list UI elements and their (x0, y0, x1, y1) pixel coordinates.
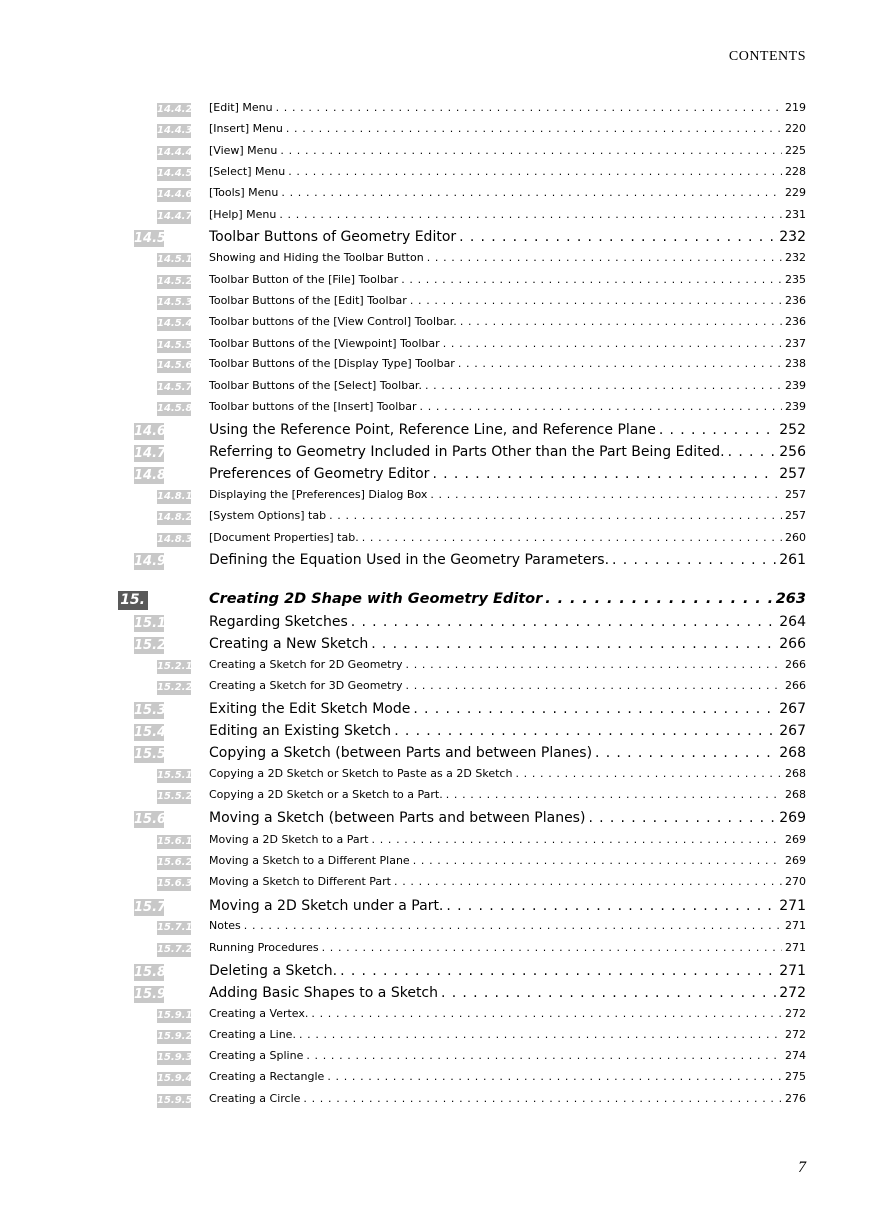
section-title: Creating a Sketch for 2D Geometry (209, 658, 403, 671)
section-title: Using the Reference Point, Reference Line, and Reference Plane (209, 422, 656, 438)
section-number: 14.7 (134, 446, 167, 461)
page-ref: 276 (785, 1092, 806, 1105)
section-number: 15. (118, 591, 148, 610)
dot-leader (545, 591, 772, 607)
section-number: 15.6.1 (157, 836, 193, 847)
toc-entry[interactable] (0, 315, 869, 335)
section-title: Showing and Hiding the Toolbar Button (209, 251, 424, 264)
toc-entry[interactable] (0, 899, 869, 919)
toc-entry[interactable] (0, 509, 869, 529)
toc-line (209, 165, 806, 178)
section-title: [View] Menu (209, 144, 278, 157)
toc-entry[interactable] (0, 1070, 869, 1090)
dot-leader (322, 941, 782, 954)
toc-entry[interactable] (0, 724, 869, 744)
dot-leader (515, 767, 782, 780)
section-title: [Insert] Menu (209, 122, 283, 135)
section-title: Moving a Sketch (between Parts and between Planes) (209, 810, 586, 826)
section-number: 15.8 (134, 965, 167, 980)
section-title: Notes (209, 919, 241, 932)
toc-line (209, 875, 806, 888)
dot-leader (432, 466, 776, 482)
page-ref: 260 (785, 531, 806, 544)
dot-leader (425, 379, 782, 392)
toc-entry[interactable] (0, 679, 869, 699)
toc-entry[interactable] (0, 767, 869, 787)
section-title: Toolbar Button of the [File] Toolbar (209, 273, 399, 286)
section-number: 15.5 (134, 747, 167, 762)
section-title: [Tools] Menu (209, 186, 279, 199)
toc-entry[interactable] (0, 788, 869, 808)
toc-entry[interactable] (0, 811, 869, 831)
toc-entry[interactable] (0, 1007, 869, 1027)
dot-leader (279, 208, 782, 221)
page-ref: 272 (785, 1007, 806, 1020)
dot-leader (406, 679, 782, 692)
dot-leader (288, 165, 782, 178)
section-title: Toolbar Buttons of Geometry Editor (209, 229, 457, 245)
page-ref: 272 (785, 1028, 806, 1041)
section-number: 14.9 (134, 554, 167, 569)
section-title: Moving a 2D Sketch under a Part. (209, 898, 444, 914)
page-ref: 257 (785, 509, 806, 522)
toc-entry[interactable] (0, 208, 869, 228)
page-ref: 239 (785, 379, 806, 392)
section-title: [Select] Menu (209, 165, 286, 178)
section-number: 15.7 (134, 900, 167, 915)
section-title: Copying a 2D Sketch or Sketch to Paste as a 2D Sketch (209, 767, 513, 780)
dot-leader (280, 144, 782, 157)
section-title: Creating a Circle (209, 1092, 301, 1105)
toc-line (209, 273, 806, 286)
section-number: 14.5.6 (157, 360, 193, 371)
section-number: 14.5 (134, 231, 167, 246)
dot-leader (394, 875, 782, 888)
section-number: 15.2 (134, 638, 167, 653)
page-ref: 270 (785, 875, 806, 888)
dot-leader (459, 229, 776, 245)
toc-line (209, 658, 806, 671)
dot-leader (281, 186, 782, 199)
page-ref: 266 (785, 658, 806, 671)
section-title: [System Options] tab (209, 509, 327, 522)
toc-line (209, 854, 806, 867)
toc-line (209, 294, 806, 307)
section-number: 15.9.5 (157, 1095, 193, 1106)
section-title: Adding Basic Shapes to a Sketch (209, 985, 439, 1001)
page-ref: 237 (785, 337, 806, 350)
toc-line (209, 723, 806, 739)
page-ref: 225 (785, 144, 806, 157)
page-ref: 264 (779, 614, 806, 630)
page-ref: 257 (785, 488, 806, 501)
toc-line (209, 767, 806, 780)
section-title: Moving a Sketch to a Different Plane (209, 854, 410, 867)
page-ref: 266 (785, 679, 806, 692)
section-number: 14.5.7 (157, 382, 193, 393)
toc-line (209, 531, 806, 544)
page-ref: 268 (785, 788, 806, 801)
toc-line (209, 701, 806, 717)
dot-leader (306, 1049, 782, 1062)
section-title: Toolbar buttons of the [View Control] Toolbar. (209, 315, 457, 328)
toc-line (209, 509, 806, 522)
page-ref: 256 (779, 444, 806, 460)
section-number: 14.4.7 (157, 211, 193, 222)
toc-entry[interactable] (0, 746, 869, 766)
section-number: 14.5.5 (157, 340, 193, 351)
page-ref: 269 (779, 810, 806, 826)
page-ref: 271 (785, 919, 806, 932)
toc-entry[interactable] (0, 467, 869, 487)
section-title: Creating a Line. (209, 1028, 296, 1041)
dot-leader (460, 315, 782, 328)
section-title: Deleting a Sketch. (209, 963, 338, 979)
toc-line (209, 1092, 806, 1105)
section-title: Displaying the [Preferences] Dialog Box (209, 488, 428, 501)
toc-entry[interactable] (0, 357, 869, 377)
dot-leader (371, 636, 776, 652)
toc-line (209, 251, 806, 264)
page-ref: 269 (785, 833, 806, 846)
section-title: Creating a Vertex. (209, 1007, 309, 1020)
page-ref: 220 (785, 122, 806, 135)
page-ref: 236 (785, 294, 806, 307)
toc-entry[interactable] (0, 833, 869, 853)
section-number: 15.2.1 (157, 661, 193, 672)
toc-line (209, 1049, 806, 1062)
toc-entry[interactable] (0, 637, 869, 657)
dot-leader (362, 531, 782, 544)
dot-leader (458, 357, 782, 370)
section-number: 15.5.2 (157, 791, 193, 802)
section-number: 14.8.1 (157, 491, 193, 502)
section-title: Toolbar Buttons of the [Edit] Toolbar (209, 294, 407, 307)
section-title: Toolbar Buttons of the [Select] Toolbar. (209, 379, 422, 392)
section-number: 15.3 (134, 703, 167, 718)
page-ref: 269 (785, 854, 806, 867)
section-title: Referring to Geometry Included in Parts Other than the Part Being Edited. (209, 444, 725, 460)
page-ref: 228 (785, 165, 806, 178)
section-title: Exiting the Edit Sketch Mode (209, 701, 411, 717)
section-number: 14.4.4 (157, 147, 193, 158)
toc-entry[interactable] (0, 658, 869, 678)
section-number: 14.5.4 (157, 318, 193, 329)
page-ref: 272 (779, 985, 806, 1001)
dot-leader (659, 422, 776, 438)
toc-entry[interactable] (0, 400, 869, 420)
toc-line (209, 422, 806, 438)
toc-line (209, 1070, 806, 1083)
dot-leader (446, 788, 782, 801)
dot-leader (420, 400, 782, 413)
dot-leader (427, 251, 782, 264)
page-ref: 232 (785, 251, 806, 264)
page-ref: 268 (779, 745, 806, 761)
toc-entry[interactable] (0, 553, 869, 573)
page-ref: 271 (779, 898, 806, 914)
toc-line (209, 810, 806, 826)
toc-line (209, 186, 806, 199)
toc-entry[interactable] (0, 122, 869, 142)
toc-entry[interactable] (0, 986, 869, 1006)
section-title: Running Procedures (209, 941, 319, 954)
section-title: Creating 2D Shape with Geometry Editor (209, 591, 543, 607)
section-number: 14.4.5 (157, 168, 193, 179)
page-ref: 267 (779, 701, 806, 717)
toc-line (209, 788, 806, 801)
section-title: Defining the Equation Used in the Geometry Parameters. (209, 552, 610, 568)
section-number: 15.7.2 (157, 944, 193, 955)
page-ref: 231 (785, 208, 806, 221)
toc-entry[interactable] (0, 702, 869, 722)
section-title: Preferences of Geometry Editor (209, 466, 430, 482)
toc-entry[interactable] (0, 294, 869, 314)
toc-line (209, 941, 806, 954)
dot-leader (244, 919, 782, 932)
page-ref: 236 (785, 315, 806, 328)
toc-entry[interactable] (0, 165, 869, 185)
running-header: CONTENTS (728, 49, 806, 64)
section-number: 14.5.8 (157, 403, 193, 414)
dot-leader (303, 1092, 782, 1105)
page-ref: 219 (785, 101, 806, 114)
section-number: 15.9.2 (157, 1031, 193, 1042)
page-ref: 229 (785, 186, 806, 199)
section-number: 15.9.4 (157, 1073, 193, 1084)
toc-line (209, 745, 806, 761)
dot-leader (340, 963, 776, 979)
toc-entry[interactable] (0, 186, 869, 206)
toc-line (209, 636, 806, 652)
toc-entry[interactable] (0, 531, 869, 551)
page-ref: 235 (785, 273, 806, 286)
dot-leader (728, 444, 777, 460)
section-number: 15.9 (134, 987, 167, 1002)
dot-leader (351, 614, 777, 630)
section-title: Creating a Sketch for 3D Geometry (209, 679, 403, 692)
section-title: Copying a Sketch (between Parts and between Planes) (209, 745, 593, 761)
page-ref: 271 (779, 963, 806, 979)
page-ref: 239 (785, 400, 806, 413)
dot-leader (413, 701, 776, 717)
page-ref: 257 (779, 466, 806, 482)
page-ref: 261 (779, 552, 806, 568)
toc-line (209, 985, 806, 1001)
page-number: 7 (798, 1159, 806, 1176)
dot-leader (446, 898, 776, 914)
toc-entry[interactable] (0, 273, 869, 293)
dot-leader (372, 833, 783, 846)
toc-line (209, 208, 806, 221)
section-number: 14.4.3 (157, 125, 193, 136)
toc-line (209, 101, 806, 114)
toc-line (209, 614, 806, 630)
toc-line (209, 591, 806, 607)
dot-leader (413, 854, 782, 867)
section-number: 14.8.3 (157, 534, 193, 545)
toc-line (209, 466, 806, 482)
section-number: 14.5.2 (157, 276, 193, 287)
section-number: 15.9.1 (157, 1010, 193, 1021)
section-number: 14.6 (134, 424, 167, 439)
toc-entry[interactable] (0, 919, 869, 939)
toc-line (209, 1028, 806, 1041)
toc-line (209, 400, 806, 413)
section-title: [Edit] Menu (209, 101, 273, 114)
section-number: 14.5.1 (157, 254, 193, 265)
toc-entry[interactable] (0, 144, 869, 164)
toc-entry[interactable] (0, 1028, 869, 1048)
toc-line (209, 122, 806, 135)
toc-line (209, 379, 806, 392)
section-number: 15.5.1 (157, 770, 193, 781)
section-number: 14.4.6 (157, 189, 193, 200)
section-title: [Help] Menu (209, 208, 277, 221)
toc-entry[interactable] (0, 1049, 869, 1069)
toc-entry[interactable] (0, 615, 869, 635)
toc-line (209, 144, 806, 157)
dot-leader (401, 273, 782, 286)
toc-entry[interactable] (0, 379, 869, 399)
page-ref: 274 (785, 1049, 806, 1062)
section-number: 15.6.2 (157, 857, 193, 868)
page-ref: 271 (785, 941, 806, 954)
dot-leader (430, 488, 782, 501)
section-number: 15.4 (134, 725, 167, 740)
section-number: 14.8.2 (157, 512, 193, 523)
toc-line (209, 315, 806, 328)
section-number: 15.9.3 (157, 1052, 193, 1063)
section-number: 14.5.3 (157, 297, 193, 308)
page-ref: 252 (779, 422, 806, 438)
page-ref: 263 (775, 591, 806, 607)
section-number: 15.7.1 (157, 922, 193, 933)
dot-leader (595, 745, 776, 761)
dot-leader (286, 122, 782, 135)
section-title: Moving a 2D Sketch to a Part (209, 833, 369, 846)
section-title: Moving a Sketch to Different Part (209, 875, 391, 888)
section-number: 15.2.2 (157, 682, 193, 693)
toc-line (209, 552, 806, 568)
toc-line (209, 833, 806, 846)
toc-line (209, 444, 806, 460)
toc-line (209, 488, 806, 501)
section-number: 15.6.3 (157, 878, 193, 889)
section-title: [Document Properties] tab. (209, 531, 359, 544)
toc-entry[interactable] (0, 854, 869, 874)
page-ref: 267 (779, 723, 806, 739)
toc-entry[interactable] (0, 964, 869, 984)
toc-line (209, 898, 806, 914)
section-title: Toolbar buttons of the [Insert] Toolbar (209, 400, 417, 413)
dot-leader (311, 1007, 782, 1020)
toc-line (209, 679, 806, 692)
page-ref: 275 (785, 1070, 806, 1083)
dot-leader (441, 985, 776, 1001)
dot-leader (327, 1070, 782, 1083)
page-ref: 268 (785, 767, 806, 780)
toc-line (209, 357, 806, 370)
dot-leader (443, 337, 782, 350)
toc-line (209, 919, 806, 932)
dot-leader (410, 294, 782, 307)
dot-leader (329, 509, 782, 522)
toc-line (209, 337, 806, 350)
toc-entry[interactable] (0, 1092, 869, 1112)
section-title: Copying a 2D Sketch or a Sketch to a Part. (209, 788, 443, 801)
section-number: 14.8 (134, 468, 167, 483)
section-title: Editing an Existing Sketch (209, 723, 392, 739)
section-title: Creating a Rectangle (209, 1070, 325, 1083)
section-number: 14.4.2 (157, 104, 193, 115)
toc-entry[interactable] (0, 230, 869, 250)
toc-entry[interactable] (0, 875, 869, 895)
toc-entry[interactable] (0, 423, 869, 443)
toc-entry[interactable] (0, 101, 869, 121)
toc-line (209, 1007, 806, 1020)
toc-entry[interactable] (0, 488, 869, 508)
dot-leader (406, 658, 782, 671)
dot-leader (276, 101, 782, 114)
page-ref: 232 (779, 229, 806, 245)
section-number: 15.6 (134, 812, 167, 827)
dot-leader (299, 1028, 782, 1041)
page-ref: 238 (785, 357, 806, 370)
toc-entry[interactable] (0, 337, 869, 357)
section-title: Creating a Spline (209, 1049, 304, 1062)
section-title: Creating a New Sketch (209, 636, 369, 652)
section-title: Regarding Sketches (209, 614, 348, 630)
dot-leader (588, 810, 776, 826)
dot-leader (612, 552, 776, 568)
section-number: 15.1 (134, 616, 167, 631)
toc-entry[interactable] (0, 251, 869, 271)
dot-leader (394, 723, 776, 739)
toc-line (209, 963, 806, 979)
section-title: Toolbar Buttons of the [Display Type] Toolbar (209, 357, 455, 370)
toc-entry[interactable] (0, 445, 869, 465)
section-title: Toolbar Buttons of the [Viewpoint] Toolbar (209, 337, 440, 350)
toc-entry[interactable] (0, 592, 869, 612)
page-ref: 266 (779, 636, 806, 652)
toc-entry[interactable] (0, 941, 869, 961)
toc-line (209, 229, 806, 245)
